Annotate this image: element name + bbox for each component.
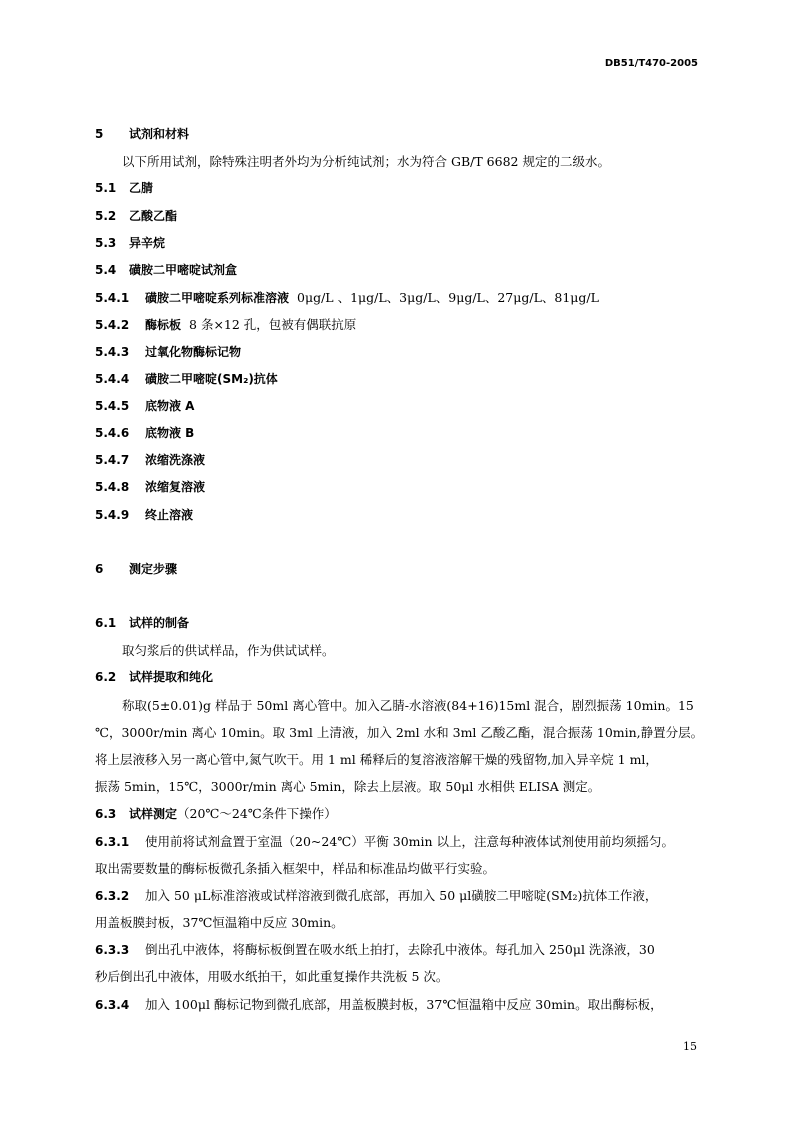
section-5-4-subitem xyxy=(95,502,705,529)
section-5-4-subitem xyxy=(95,284,705,311)
section-number: 6 xyxy=(95,561,104,576)
section-note: （20℃～24℃条件下操作） xyxy=(177,806,337,822)
section-number: 6.1 xyxy=(95,616,117,630)
section-6-2-line: 称取(5±0.01)g 样品于 50ml 离心管中。加入乙腈-水溶液(84+16)15ml 混合，剧烈振荡 10min。15 xyxy=(122,697,694,713)
section-text: 倒出孔中液体，将酶标板倒置在吸水纸上拍打，去除孔中液体。每孔加入 250μl 洗涤液，30 xyxy=(145,942,655,958)
section-number: 6.3.3 xyxy=(95,943,130,958)
section-6-1-heading xyxy=(95,610,705,637)
section-number: 5.4.3 xyxy=(95,344,130,359)
section-title: 乙腈 xyxy=(129,181,154,196)
section-6-2-line: ℃，3000r/min 离心 10min。取 3ml 上清液，加入 2ml 水和 3ml 乙酸乙酯，混合振荡 10min,静置分层。 xyxy=(95,724,704,740)
section-5-4-subitem xyxy=(95,339,705,366)
section-number: 5.4.9 xyxy=(95,507,130,522)
section-5-item xyxy=(95,230,705,257)
section-title: 乙酸乙酯 xyxy=(129,208,178,223)
section-5-4-subitem xyxy=(95,474,705,501)
section-6-3-1-cont: 取出需要数量的酶标板微孔条插入框架中，样品和标准品均做平行实验。 xyxy=(95,860,496,876)
section-number: 5.4.2 xyxy=(95,318,130,333)
section-title: 异辛烷 xyxy=(129,235,166,250)
section-title: 酶标板 xyxy=(145,318,182,333)
section-number: 6.3.2 xyxy=(95,888,130,903)
section-6-3-3-cont: 秒后倒出孔中液体，用吸水纸拍干，如此重复操作共洗板 5 次。 xyxy=(95,969,449,985)
section-title: 试样测定 xyxy=(129,807,178,822)
section-6-2-line: 将上层液移入另一离心管中,氮气吹干。用 1 ml 稀释后的复溶液溶解干燥的残留物,加入异辛烷 1 ml， xyxy=(95,751,658,767)
section-number: 6.3.1 xyxy=(95,834,130,849)
section-5-item xyxy=(95,175,705,202)
section-number: 5.4.5 xyxy=(95,398,130,413)
section-number: 5.4.1 xyxy=(95,291,130,306)
section-5-4-subitem xyxy=(95,366,705,393)
section-5-4-subitem xyxy=(95,393,705,420)
section-6-3-2-cont: 用盖板膜封板，37℃恒温箱中反应 30min。 xyxy=(95,915,344,931)
page-content xyxy=(95,121,705,1018)
section-number: 5.4.6 xyxy=(95,426,130,441)
section-number: 5 xyxy=(95,127,104,141)
section-number: 5.4.8 xyxy=(95,480,130,495)
section-5-heading xyxy=(95,121,705,148)
section-title: 浓缩复溶液 xyxy=(145,480,206,495)
section-5-item xyxy=(95,257,705,284)
section-number: 5.4.7 xyxy=(95,453,130,468)
section-number: 6.3 xyxy=(95,807,117,822)
section-title: 试样提取和纯化 xyxy=(129,670,214,685)
section-5-4-subitem xyxy=(95,420,705,447)
section-title: 过氧化物酶标记物 xyxy=(145,344,242,359)
section-number: 5.4 xyxy=(95,262,117,277)
section-5-intro: 以下所用试剂，除特殊注明者外均为分析纯试剂；水为符合 GB/T 6682 规定的二级水。 xyxy=(122,154,610,170)
document-id: DB51/T470-2005 xyxy=(604,58,698,69)
section-text: 8 条×12 孔，包被有偶联抗原 xyxy=(189,317,357,333)
section-5-4-subitem xyxy=(95,447,705,474)
section-6-3-1 xyxy=(95,828,705,855)
section-6-3-heading xyxy=(95,800,705,827)
section-title: 底物液 B xyxy=(145,426,195,441)
section-6-2-heading xyxy=(95,664,705,691)
section-title: 试样的制备 xyxy=(129,616,190,630)
section-number: 5.2 xyxy=(95,208,117,223)
section-number: 5.3 xyxy=(95,235,117,250)
section-text: 加入 100μl 酶标记物到微孔底部，用盖板膜封板，37℃恒温箱中反应 30min。取出酶标板， xyxy=(145,996,663,1012)
section-title: 终止溶液 xyxy=(145,507,194,522)
section-title: 底物液 A xyxy=(145,398,195,413)
section-title: 浓缩洗涤液 xyxy=(145,453,206,468)
section-6-heading xyxy=(95,556,705,583)
section-title: 磺胺二甲嘧啶(SM₂)抗体 xyxy=(145,371,278,386)
section-5-4-subitem xyxy=(95,311,705,338)
section-title: 试剂和材料 xyxy=(129,127,190,141)
section-title: 磺胺二甲嘧啶系列标准溶液 xyxy=(145,291,290,306)
section-number: 5.1 xyxy=(95,181,117,196)
section-6-2-line: 振荡 5min，15℃，3000r/min 离心 5min，除去上层液。取 50μl 水相供 ELISA 测定。 xyxy=(95,779,601,795)
section-text: 加入 50 μL标准溶液或试样溶液到微孔底部，再加入 50 μl磺胺二甲嘧啶(SM₂)抗体工作液， xyxy=(145,887,658,903)
section-6-3-4 xyxy=(95,991,705,1018)
section-6-3-2 xyxy=(95,882,705,909)
section-number: 6.3.4 xyxy=(95,997,130,1012)
section-title: 磺胺二甲嘧啶试剂盒 xyxy=(129,262,238,277)
page-number: 15 xyxy=(683,1040,697,1053)
section-text: 0μg/L 、1μg/L、3μg/L、9μg/L、27μg/L、81μg/L xyxy=(297,290,599,306)
section-title: 测定步骤 xyxy=(129,561,178,576)
section-5-item xyxy=(95,203,705,230)
section-number: 5.4.4 xyxy=(95,371,130,386)
section-text: 使用前将试剂盒置于室温（20~24℃）平衡 30min 以上，注意每种液体试剂使用前均须摇匀。 xyxy=(145,833,675,849)
section-6-1-text: 取匀浆后的供试样品，作为供试试样。 xyxy=(122,643,335,659)
section-number: 6.2 xyxy=(95,670,117,685)
section-6-3-3 xyxy=(95,936,705,963)
